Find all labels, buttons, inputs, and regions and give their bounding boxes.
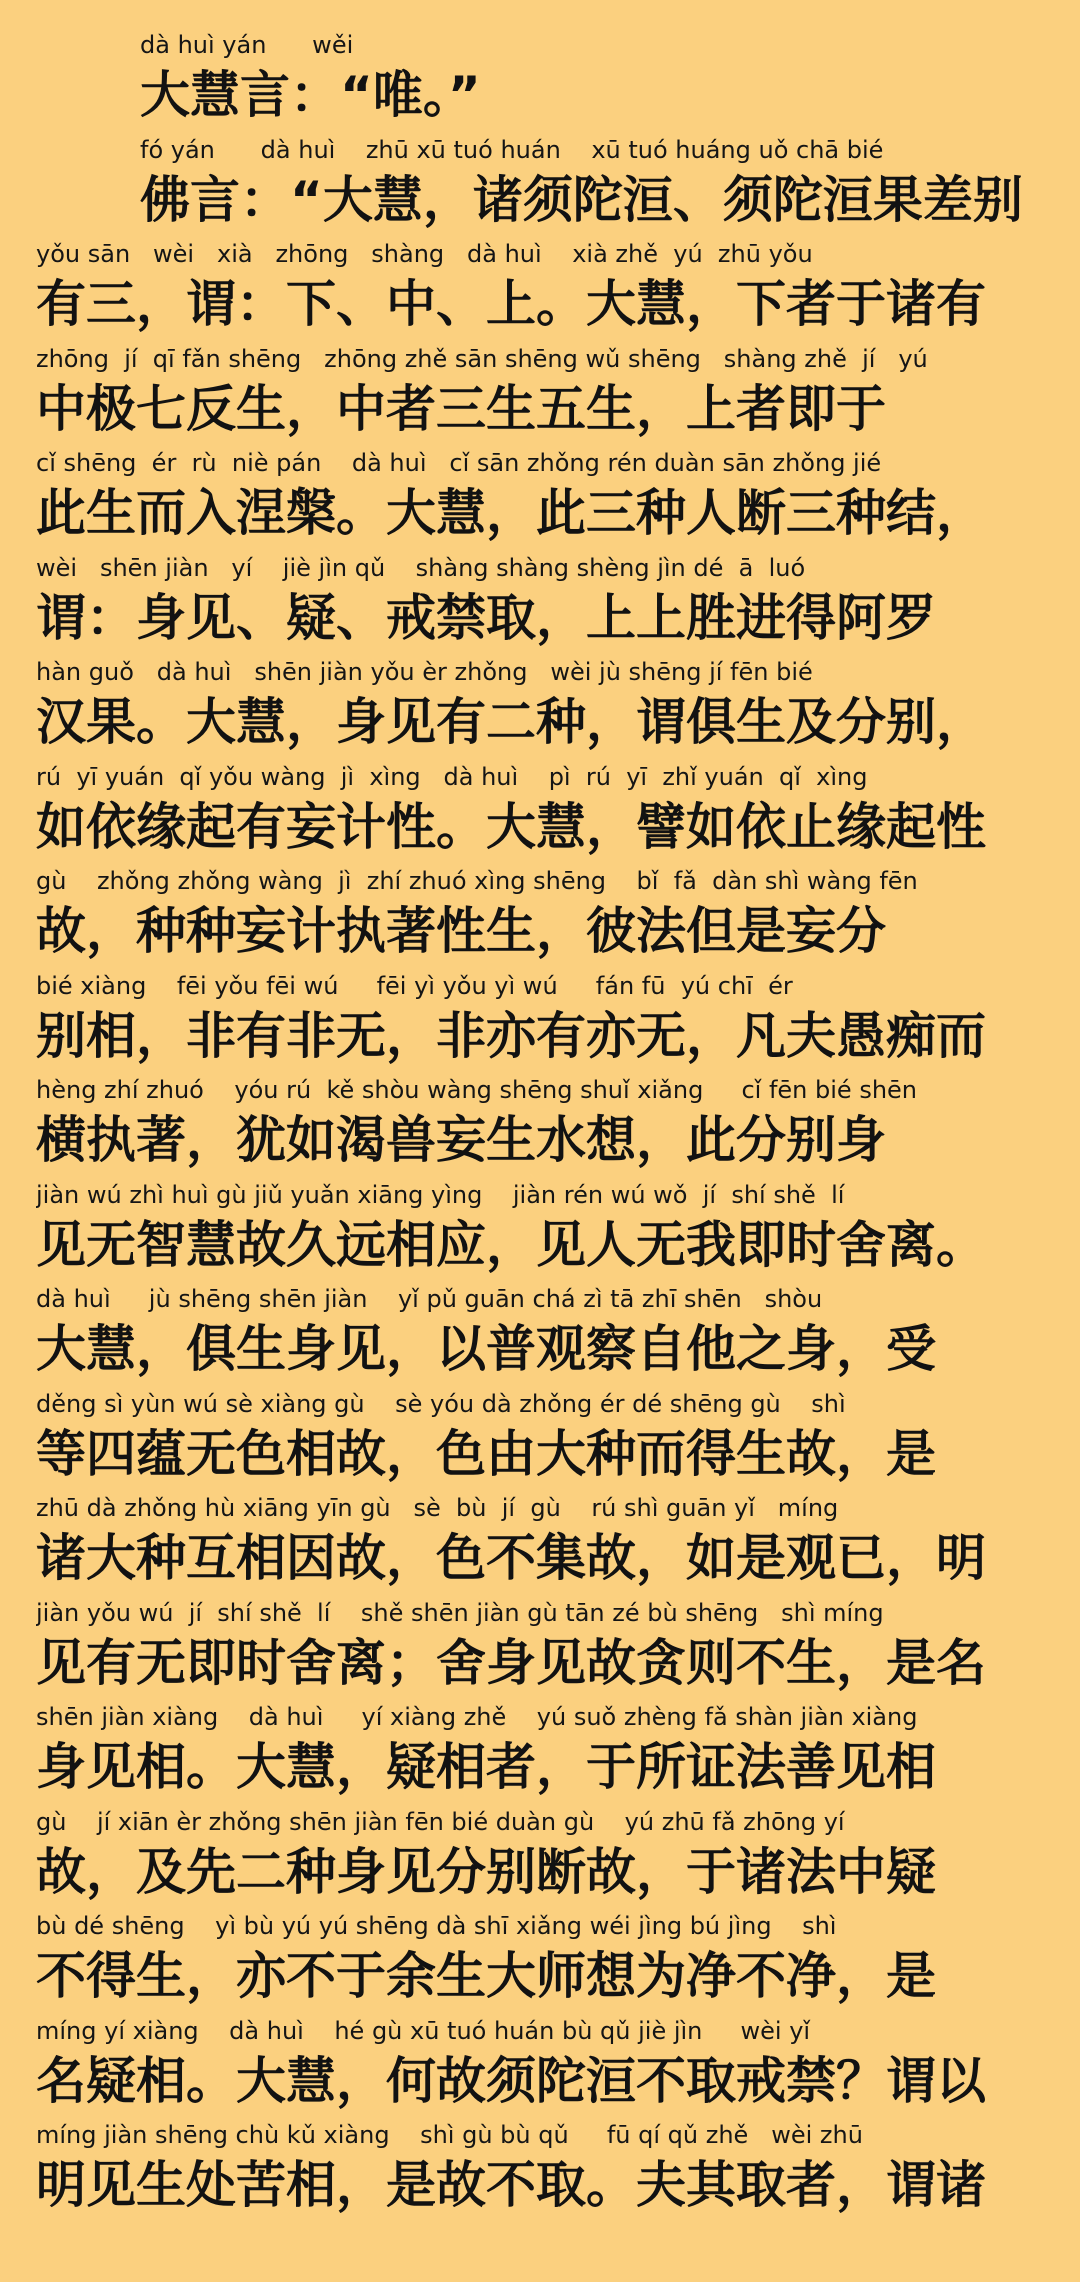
- pinyin-annotation: hàn guǒ dà huì shēn jiàn yǒu èr zhǒng wèi jù shēng jí fēn bié: [36, 658, 813, 686]
- pinyin-annotation: bié xiàng fēi yǒu fēi wú fēi yì yǒu yì wú fán fū yú chī ér: [36, 972, 793, 1000]
- chinese-text: 如依缘起有妄计性。大慧，譬如依止缘起性: [36, 798, 986, 856]
- text-line: [36, 1073, 1044, 1177]
- chinese-text: 身见相。大慧，疑相者，于所证法善见相: [36, 1738, 936, 1796]
- pinyin-annotation: jiàn wú zhì huì gù jiǔ yuǎn xiāng yìng jiàn rén wú wǒ jí shí shě lí: [36, 1181, 845, 1209]
- pinyin-annotation: rú yī yuán qǐ yǒu wàng jì xìng dà huì pì rú yī zhǐ yuán qǐ xìng: [36, 763, 868, 791]
- chinese-text: 不得生，亦不于余生大师想为净不净，是: [36, 1947, 936, 2005]
- text-line: [36, 342, 1044, 446]
- text-line: [36, 237, 1044, 341]
- text-line: [36, 1387, 1044, 1491]
- chinese-text: 见有无即时舍离；舍身见故贪则不生，是名: [36, 1634, 986, 1692]
- text-line: [140, 28, 1044, 132]
- text-line: [36, 1178, 1044, 1282]
- pinyin-annotation: děng sì yùn wú sè xiàng gù sè yóu dà zhǒng ér dé shēng gù shì: [36, 1390, 846, 1418]
- chinese-text: 等四蕴无色相故，色由大种而得生故，是: [36, 1425, 936, 1483]
- chinese-text: 明见生处苦相，是故不取。夫其取者，谓诸: [36, 2156, 986, 2214]
- pinyin-annotation: bù dé shēng yì bù yú yú shēng dà shī xiǎng wéi jìng bú jìng shì: [36, 1912, 837, 1940]
- text-line: [36, 1491, 1044, 1595]
- chinese-text: 佛言：“大慧，诸须陀洹、须陀洹果差别: [140, 171, 1023, 229]
- chinese-text: 中极七反生，中者三生五生，上者即于: [36, 380, 886, 438]
- text-line: [36, 551, 1044, 655]
- chinese-text: 别相，非有非无，非亦有亦无，凡夫愚痴而: [36, 1007, 986, 1065]
- text-line: [36, 2118, 1044, 2222]
- chinese-text: 汉果。大慧，身见有二种，谓俱生及分别，: [36, 693, 986, 751]
- pinyin-annotation: gù zhǒng zhǒng wàng jì zhí zhuó xìng shēng bǐ fǎ dàn shì wàng fēn: [36, 867, 918, 895]
- pinyin-annotation: cǐ shēng ér rù niè pán dà huì cǐ sān zhǒng rén duàn sān zhǒng jié: [36, 449, 882, 477]
- chinese-text: 诸大种互相因故，色不集故，如是观已，明: [36, 1529, 986, 1587]
- pinyin-annotation: yǒu sān wèi xià zhōng shàng dà huì xià zhě yú zhū yǒu: [36, 240, 813, 268]
- text-line: [36, 760, 1044, 864]
- pinyin-annotation: míng jiàn shēng chù kǔ xiàng shì gù bù qǔ fū qí qǔ zhě wèi zhū: [36, 2121, 863, 2149]
- text-line: [36, 2014, 1044, 2118]
- text-line: [36, 1282, 1044, 1386]
- text-line: [36, 655, 1044, 759]
- chinese-text: 故，种种妄计执著性生，彼法但是妄分: [36, 902, 886, 960]
- chinese-text: 横执著，犹如渴兽妄生水想，此分别身: [36, 1111, 886, 1169]
- text-line: [36, 1909, 1044, 2013]
- pinyin-annotation: dà huì yán wěi: [140, 31, 354, 59]
- pinyin-annotation: gù jí xiān èr zhǒng shēn jiàn fēn bié duàn gù yú zhū fǎ zhōng yí: [36, 1808, 845, 1836]
- text-line: [36, 446, 1044, 550]
- pinyin-annotation: jiàn yǒu wú jí shí shě lí shě shēn jiàn gù tān zé bù shēng shì míng: [36, 1599, 884, 1627]
- chinese-text: 有三，谓：下、中、上。大慧，下者于诸有: [36, 275, 986, 333]
- chinese-text: 见无智慧故久远相应，见人无我即时舍离。: [36, 1216, 986, 1274]
- pinyin-annotation: zhū dà zhǒng hù xiāng yīn gù sè bù jí gù rú shì guān yǐ míng: [36, 1494, 839, 1522]
- pinyin-annotation: dà huì jù shēng shēn jiàn yǐ pǔ guān chá zì tā zhī shēn shòu: [36, 1285, 823, 1313]
- text-line: [36, 1805, 1044, 1909]
- pinyin-annotation: zhōng jí qī fǎn shēng zhōng zhě sān shēng wǔ shēng shàng zhě jí yú: [36, 345, 928, 373]
- chinese-text: 此生而入涅槃。大慧，此三种人断三种结，: [36, 484, 986, 542]
- text-line: [140, 133, 1044, 237]
- text-line: [36, 1700, 1044, 1804]
- chinese-text: 名疑相。大慧，何故须陀洹不取戒禁？谓以: [36, 2052, 986, 2110]
- text-line: [36, 864, 1044, 968]
- pinyin-annotation: shēn jiàn xiàng dà huì yí xiàng zhě yú suǒ zhèng fǎ shàn jiàn xiàng: [36, 1703, 918, 1731]
- pinyin-annotation: fó yán dà huì zhū xū tuó huán xū tuó huáng uǒ chā bié: [140, 136, 884, 164]
- text-line: [36, 969, 1044, 1073]
- chinese-text: 大慧，俱生身见，以普观察自他之身，受: [36, 1320, 936, 1378]
- chinese-text: 谓：身见、疑、戒禁取，上上胜进得阿罗: [36, 589, 936, 647]
- pinyin-annotation: hèng zhí zhuó yóu rú kě shòu wàng shēng shuǐ xiǎng cǐ fēn bié shēn: [36, 1076, 918, 1104]
- text-line: [36, 1596, 1044, 1700]
- pinyin-annotation: wèi shēn jiàn yí jiè jìn qǔ shàng shàng shèng jìn dé ā luó: [36, 554, 806, 582]
- pinyin-annotation: míng yí xiàng dà huì hé gù xū tuó huán bù qǔ jiè jìn wèi yǐ: [36, 2017, 811, 2045]
- chinese-text: 大慧言：“唯。”: [140, 66, 481, 124]
- chinese-text: 故，及先二种身见分别断故，于诸法中疑: [36, 1843, 936, 1901]
